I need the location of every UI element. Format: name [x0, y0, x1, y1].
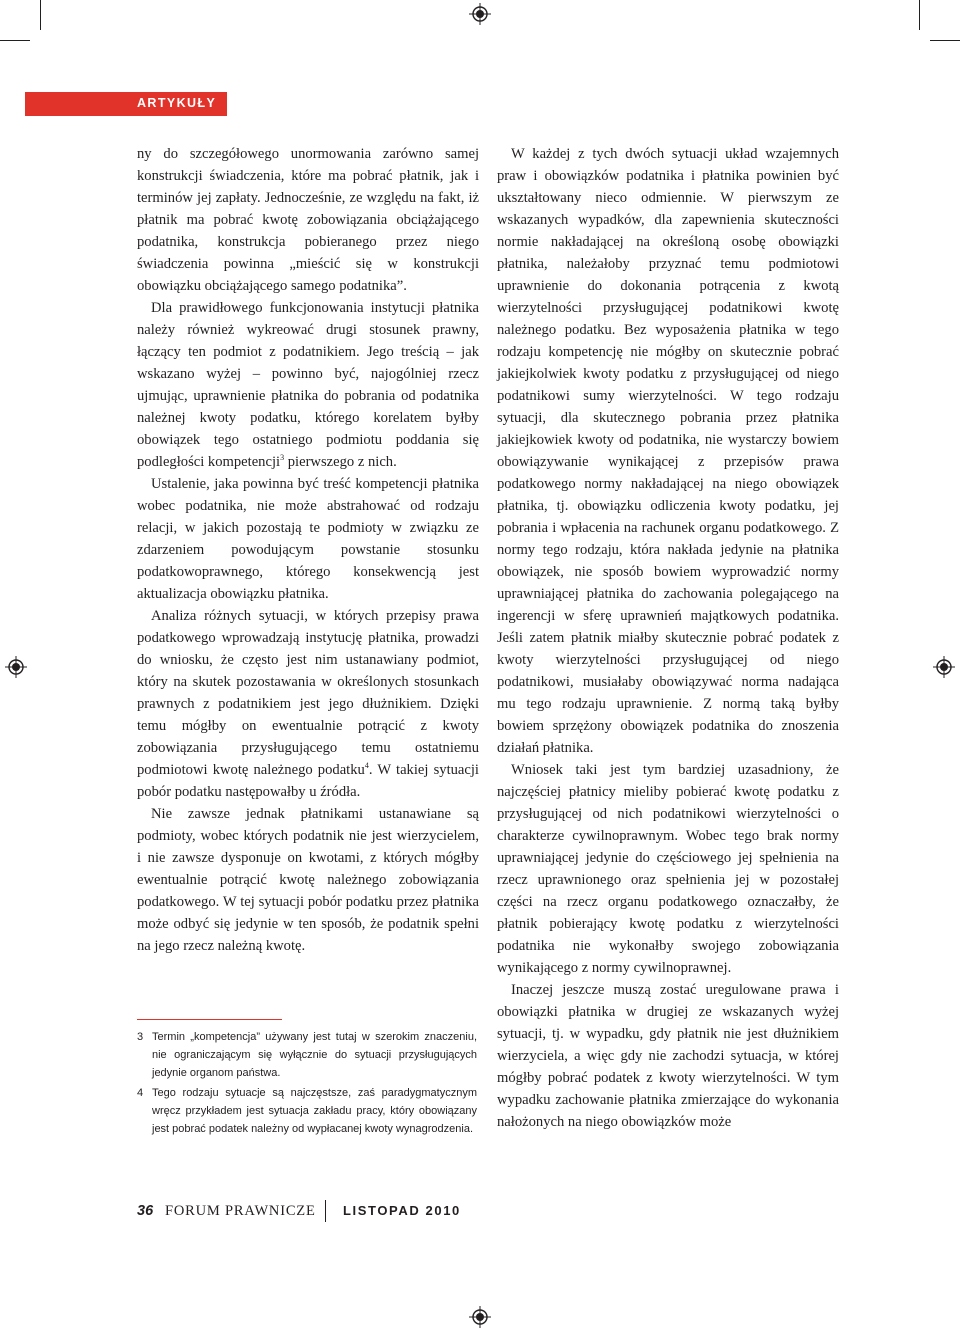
section-tag — [25, 92, 227, 116]
footnote-ref: 3 — [280, 453, 285, 463]
right-column — [497, 143, 839, 1133]
footnote-text: Termin „kompetencja” używany jest tutaj w szerokim znaczeniu, nie ograniczającym się wyłącznie do sytuacji przysługujących jedynie organom państwa. — [152, 1031, 477, 1079]
paragraph — [137, 297, 479, 473]
magazine-title: FORUM PRAWNICZE — [165, 1203, 316, 1219]
footnote-text: Tego rodzaju sytuacje są najczęstsze, zaś paradygmatycznym wręcz przykładem jest sytuacja zakładu pracy, który obowiązany jest pobrać podatek należny od wypłacanej kwoty wynagrodzenia. — [152, 1087, 477, 1135]
crop-mark-top-right-h — [930, 40, 960, 41]
footer-divider — [325, 1200, 326, 1222]
paragraph — [137, 143, 479, 297]
paragraph — [137, 605, 479, 803]
paragraph-text: Analiza różnych sytuacji, w których przepisy prawa podatkowego wprowadzają instytucję płatnika, prowadzi do wniosku, że często jest nim ustanawiany podmiot, który na skutek pozostawania w określonych stosunkach prawnych z podatnikiem jest jego dłużnikiem. Dzięki temu mógłby on ewentualnie potrącić z kwoty zobowiązania przysługującego temu ostatniemu podmiotowi kwotę należnego podatku — [137, 608, 479, 778]
page-number: 36 — [137, 1203, 154, 1219]
registration-mark-icon — [5, 656, 27, 678]
footnotes — [137, 1028, 477, 1140]
footnote — [137, 1028, 477, 1082]
footnote-number: 4 — [137, 1087, 144, 1099]
left-column — [137, 143, 479, 957]
crop-mark-top-left-h — [0, 40, 30, 41]
paragraph-text: W każdej z tych dwóch sytuacji układ wzajemnych praw i obowiązków podatnika i płatnika powinien być ukształtowany nieco odmiennie. W pierwszym ze wskazanych wypadków, dla zapewnienia skuteczności normie nakładającej na określoną osobę obowiązki płatnika, należałoby przyznać temu podmiotowi uprawnienie do dokonania potrącenia z kwotą wierzytelności przysługującej podatnikowi kwotę należnego podatku. Bez wyposażenia płatnika w tego rodzaju kompetencję nie mógłby on skutecznie pobrać jakiejkolwiek kwoty podatku z przysługującej od niego podatnikowi sumy wierzytelności. W tego rodzaju sytuacji, dla skutecznego pobrania przez płatnika jakiejkowiek kwoty od podatnika, nie wystarczy bowiem obowiązywanie wynikającej z przepisów prawa podatkowego normy nakładającej na niego obowiązek płatnika, tj. obowiązku odliczenia kwoty podatku, jej pobrania i wpłacenia na rachunek organu podatkowego. Z normy tego rodzaju, która nakłada jedynie na płatnika obowiązek, nie sposób bowiem wyprowadzić normy uprawniającej płatnika do zachowania polegającego na ingerencji w sferę uprawnień majątkowych podatnika. Jeśli zatem płatnik miałby skutecznie pobrać podatek z kwoty wierzytelności przysługującej od niego podatnikowi, musiałaby obowiązywać norma nadająca mu tego rodzaju uprawnienie. Z normą taką byłby bowiem sprzężony obowiązek podatnika do znoszenia działań płatnika. — [497, 146, 839, 756]
paragraph-text: Nie zawsze jednak płatnikami ustanawiane są podmioty, wobec których podatnik nie jest wierzycielem, i nie zawsze dysponuje on kwotami, z których mógłby ewentualnie potrącić kwotę należnego zobowiązania podatkowego. W tej sytuacji pobór podatku przez płatnika może odbyć się jedynie w ten sposób, że podatnik spełni na jego rzecz należną kwotę. — [137, 806, 479, 954]
paragraph — [137, 473, 479, 605]
footnote-number: 3 — [137, 1031, 144, 1043]
paragraph-text: Dla prawidłowego funkcjonowania instytucji płatnika należy również wykreować drugi stosunek prawny, łączący ten podmiot z podatnikiem. Jego treścią – jak wskazano wyżej – powinno być, najogólniej rzecz ujmując, uprawnienie płatnika do pobrania od podatnika należnej kwoty podatku, którego korelatem byłby obowiązek tego ostatniego podmiotu poddania się podległości kompetencji — [137, 300, 479, 470]
paragraph-text: Inaczej jeszcze muszą zostać uregulowane prawa i obowiązki płatnika w drugiej ze wskazanych wyżej sytuacji, tj. w wypadku, gdy płatnik nie jest dłużnikiem wierzyciela, a więc gdy nie zachodzi sytuacja, w której mógłby pobrać podatek z kwoty wierzytelności. W tym wypadku zachowanie płatnika zmierzające do wykonania nałożonych na niego obowiązków może — [497, 982, 839, 1130]
paragraph — [497, 979, 839, 1133]
footnote — [137, 1084, 477, 1138]
footnote-ref: 4 — [364, 761, 369, 771]
crop-mark-top-left — [40, 0, 41, 30]
paragraph-text: ny do szczegółowego unormowania zarówno samej konstrukcji świadczenia, które ma pobrać płatnik, jak i terminów jej zapłaty. Jednocześnie, ze względu na fakt, iż płatnik ma pobrać kwotę zobowiązania obciążającego podatnika, konstrukcja pobieranego przez niego świadczenia powinna „mieścić się w konstrukcji obowiązku obciążającego samego podatnika”. — [137, 146, 479, 294]
paragraph — [497, 759, 839, 979]
paragraph-text: Ustalenie, jaka powinna być treść kompetencji płatnika wobec podatnika, nie może abstrahować od rodzaju relacji, w jakich pozostają te podmioty w związku ze zdarzeniem powodującym powstanie stosunku podatkowoprawnego, którego konsekwencją jest aktualizacja obowiązku płatnika. — [137, 476, 479, 602]
registration-mark-icon — [933, 656, 955, 678]
crop-mark-top-right — [919, 0, 920, 30]
section-tag-label: ARTYKUŁY — [137, 96, 217, 110]
registration-mark-icon — [469, 3, 491, 25]
paragraph-text: pierwszego z nich. — [287, 454, 397, 470]
footnote-divider — [137, 1019, 282, 1020]
issue-date: LISTOPAD 2010 — [343, 1203, 461, 1218]
paragraph-text: . W takiej sytuacji pobór podatku następowałby u źródła. — [137, 762, 479, 800]
paragraph — [497, 143, 839, 759]
paragraph — [137, 803, 479, 957]
paragraph-text: Wniosek taki jest tym bardziej uzasadniony, że najczęściej płatnicy mieliby pobierać kwotę podatku z przysługującej od nich podatnikowi wierzytelności o charakterze cywilnoprawnym. Wobec tego brak normy uprawniającej jedynie do częściowego jej spełnienia na rzecz uprawnionego oraz spełnienia jej w pozostałej części na rzecz organu podatkowego oznaczałby, że płatnik pobierający kwotę podatku z wierzytelności podatnika nie wykonałby swojego zobowiązania wynikającego z normy cywilnoprawnej. — [497, 762, 839, 976]
registration-mark-icon — [469, 1306, 491, 1328]
